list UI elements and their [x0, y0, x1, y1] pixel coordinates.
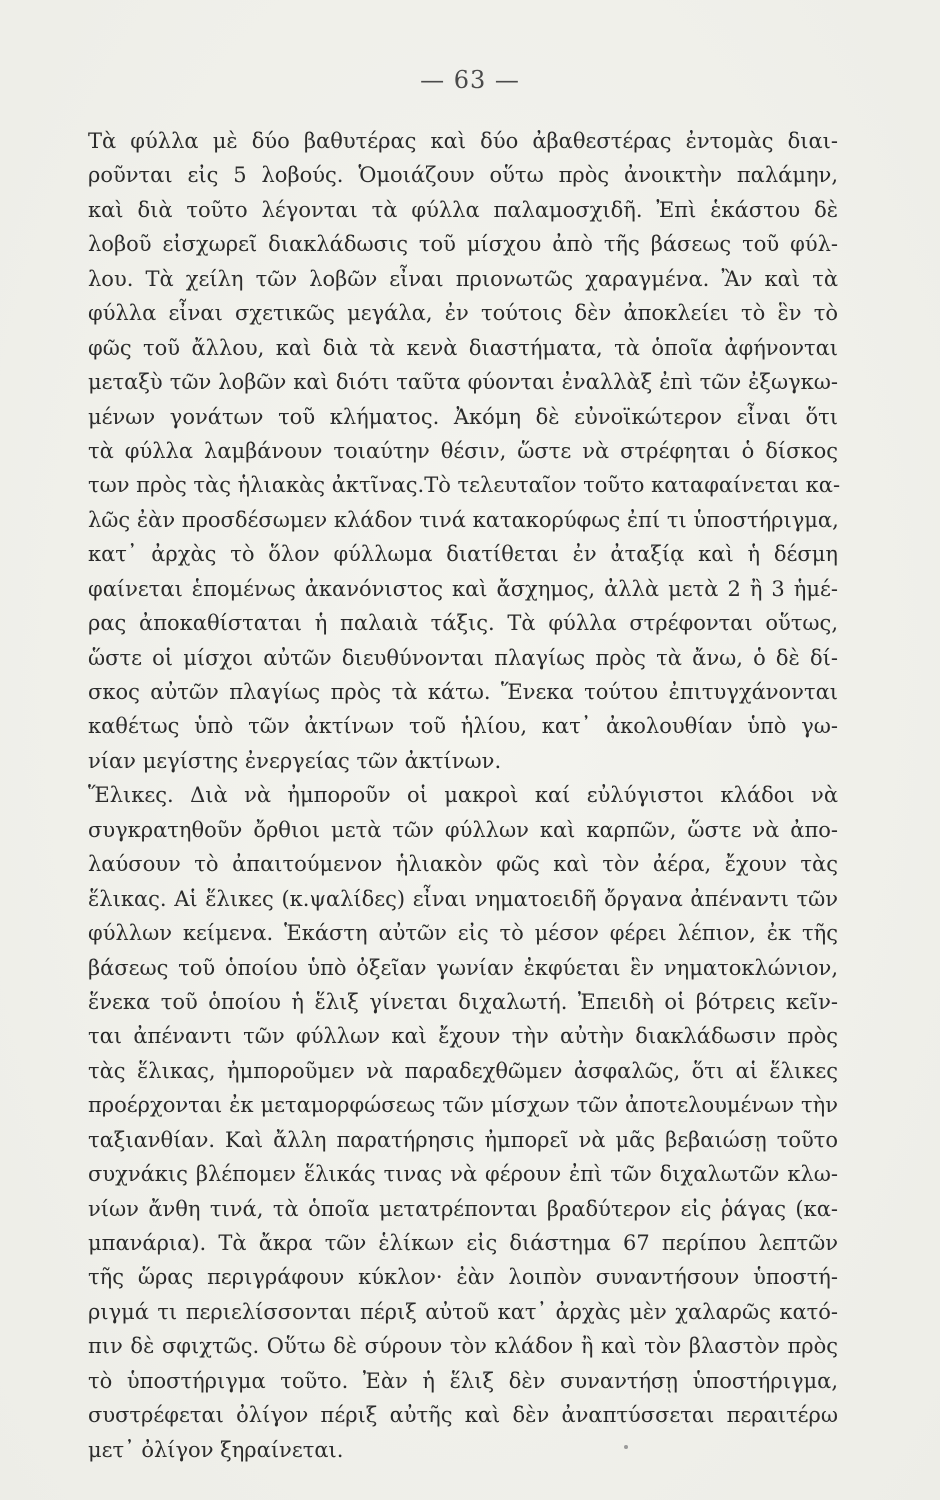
text-line: πιν δὲ σφιχτῶς. Οὕτω δὲ σύρουν τὸν κλάδον ἢ καὶ τὸν βλαστὸν πρὸς [88, 1334, 838, 1359]
ink-speck [624, 1445, 628, 1449]
text-line: βάσεως τοῦ ὁποίου ὑπὸ ὀξεῖαν γωνίαν ἐκφύεται ἓν νηματοκλώνιον, [88, 955, 838, 980]
text-line: φύλλα εἶναι σχετικῶς μεγάλα, ἐν τούτοις δὲν ἀποκλείει τὸ ἓν τὸ [88, 301, 838, 326]
text-line: ρας ἀποκαθίσταται ἡ παλαιὰ τάξις. Τὰ φύλλα στρέφονται οὕτως, [88, 611, 838, 636]
text-line: ται ἀπέναντι τῶν φύλλων καὶ ἔχουν τὴν αὐτὴν διακλάδωσιν πρὸς [88, 1024, 838, 1049]
text-line: τῆς ὥρας περιγράφουν κύκλον· ἐὰν λοιπὸν συναντήσουν ὑποστή- [88, 1265, 838, 1290]
text-line: κατ᾿ ἀρχὰς τὸ ὅλον φύλλωμα διατίθεται ἐν ἀταξίᾳ καὶ ἡ δέσμη [88, 542, 838, 567]
text-line: Ἕλικες. Διὰ νὰ ἠμποροῦν οἱ μακροὶ καί εὐλύγιστοι κλάδοι νὰ [88, 783, 838, 808]
text-line: μεταξὺ τῶν λοβῶν καὶ διότι ταῦτα φύονται ἐναλλὰξ ἐπὶ τῶν ἐξωγκω- [88, 370, 838, 395]
text-line: φύλλων κείμενα. Ἑκάστη αὐτῶν εἰς τὸ μέσον φέρει λέπιον, ἐκ τῆς [88, 921, 838, 946]
text-line: καθέτως ὑπὸ τῶν ἀκτίνων τοῦ ἡλίου, κατ᾿ ἀκολουθίαν ὑπὸ γω- [88, 714, 838, 739]
text-line: συγκρατηθοῦν ὄρθιοι μετὰ τῶν φύλλων καὶ καρπῶν, ὥστε νὰ ἀπο- [88, 817, 838, 842]
text-line: ροῦνται εἰς 5 λοβούς. Ὁμοιάζουν οὕτω πρὸς ἀνοικτὴν παλάμην, [88, 163, 838, 188]
text-line: τὰ φύλλα λαμβάνουν τοιαύτην θέσιν, ὥστε νὰ στρέφηται ὁ δίσκος [88, 438, 838, 463]
text-line: μετ᾿ ὀλίγον ξηραίνεται. [88, 1437, 344, 1462]
text-line: ριγμά τι περιελίσσονται πέριξ αὐτοῦ κατ᾿ ἀρχὰς μὲν χαλαρῶς κατό- [88, 1299, 838, 1324]
text-line: λαύσουν τὸ ἀπαιτούμενον ἡλιακὸν φῶς καὶ τὸν ἀέρα, ἔχουν τὰς [88, 852, 838, 877]
text-line: λοβοῦ εἰσχωρεῖ διακλάδωσις τοῦ μίσχου ἀπὸ τῆς βάσεως τοῦ φύλ- [88, 232, 838, 257]
text-line: Τὰ φύλλα μὲ δύο βαθυτέρας καὶ δύο ἀβαθεστέρας ἐντομὰς διαι- [88, 129, 838, 153]
body-text [88, 124, 841, 1467]
text-line: καὶ διὰ τοῦτο λέγονται τὰ φύλλα παλαμοσχιδῆ. Ἐπὶ ἑκάστου δὲ [88, 197, 838, 222]
text-line: νίαν μεγίστης ἐνεργείας τῶν ἀκτίνων. [88, 748, 502, 773]
text-line: τὸ ὑποστήριγμα τοῦτο. Ἐὰν ἡ ἕλιξ δὲν συναντήσῃ ὑποστήριγμα, [88, 1368, 838, 1393]
text-line: ἕνεκα τοῦ ὁποίου ἡ ἕλιξ γίνεται διχαλωτή. Ἐπειδὴ οἱ βότρεις κεῖν- [88, 989, 838, 1014]
text-line: προέρχονται ἐκ μεταμορφώσεως τῶν μίσχων τῶν ἀποτελουμένων τὴν [88, 1093, 838, 1118]
text-line: ἕλικας. Αἱ ἕλικες (κ.ψαλίδες) εἶναι νηματοειδῆ ὄργανα ἀπέναντι τῶν [88, 886, 838, 911]
text-line: συστρέφεται ὀλίγον πέριξ αὐτῆς καὶ δὲν ἀναπτύσσεται περαιτέρω [88, 1403, 838, 1428]
text-line: συχνάκις βλέπομεν ἕλικάς τινας νὰ φέρουν ἐπὶ τῶν διχαλωτῶν κλω- [88, 1162, 838, 1187]
text-line: λῶς ἐὰν προσδέσωμεν κλάδον τινά κατακορύφως ἐπί τι ὑποστήριγμα, [88, 507, 839, 532]
text-line: των πρὸς τὰς ἡλιακὰς ἀκτῖνας.Τὸ τελευταῖον τοῦτο καταφαίνεται κα- [88, 473, 841, 498]
text-line: λου. Τὰ χείλη τῶν λοβῶν εἶναι πριονωτῶς χαραγμένα. Ἂν καὶ τὰ [88, 266, 838, 291]
page-number: — 63 — [420, 66, 520, 94]
text-line: φῶς τοῦ ἄλλου, καὶ διὰ τὰ κενὰ διαστήματα, τὰ ὁποῖα ἀφήνονται [88, 335, 838, 360]
text-line: φαίνεται ἑπομένως ἀκανόνιστος καὶ ἄσχημος, ἀλλὰ μετὰ 2 ἢ 3 ἡμέ- [88, 576, 838, 601]
text-line: μπανάρια). Τὰ ἄκρα τῶν ἑλίκων εἰς διάστημα 67 περίπου λεπτῶν [88, 1231, 838, 1255]
text-line: νίων ἄνθη τινά, τὰ ὁποῖα μετατρέπονται βραδύτερον εἰς ῥάγας (κα- [88, 1196, 838, 1221]
text-line: ὥστε οἱ μίσχοι αὐτῶν διευθύνονται πλαγίως πρὸς τὰ ἄνω, ὁ δὲ δί- [88, 645, 838, 670]
text-line: σκος αὐτῶν πλαγίως πρὸς τὰ κάτω. Ἕνεκα τούτου ἐπιτυγχάνονται [88, 680, 838, 704]
text-line: τὰς ἕλικας, ἠμποροῦμεν νὰ παραδεχθῶμεν ἀσφαλῶς, ὅτι αἱ ἕλικες [88, 1058, 838, 1083]
text-line: μένων γονάτων τοῦ κλήματος. Ἀκόμη δὲ εὐνοϊκώτερον εἶναι ὅτι [88, 404, 838, 429]
text-line: ταξιανθίαν. Καὶ ἄλλη παρατήρησις ἠμπορεῖ νὰ μᾶς βεβαιώσῃ τοῦτο [88, 1127, 838, 1152]
